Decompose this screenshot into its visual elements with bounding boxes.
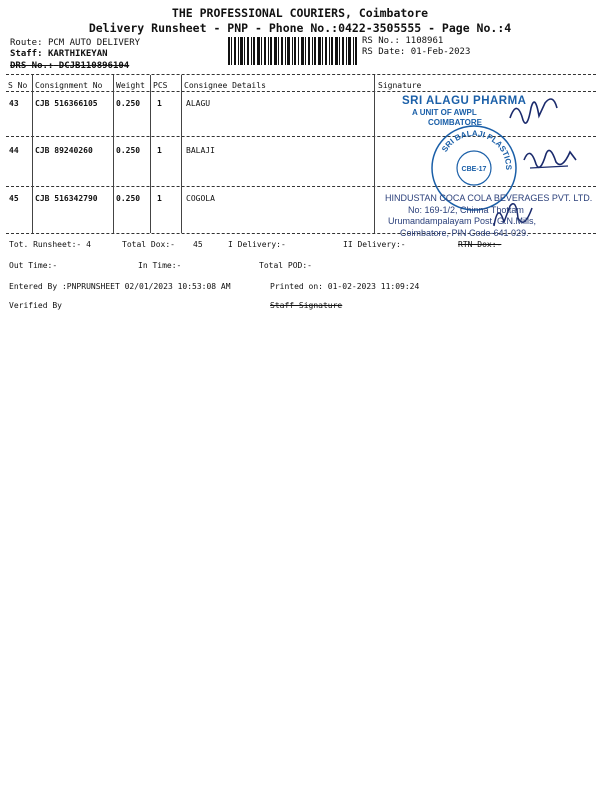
barcode bbox=[228, 37, 358, 65]
row-weight: 0.250 bbox=[116, 194, 141, 203]
rs-date-label: RS Date: bbox=[362, 47, 406, 57]
route-label: Route: bbox=[10, 38, 43, 48]
total-pod: Total POD:- bbox=[259, 261, 312, 270]
col-divider bbox=[32, 75, 33, 233]
row-sno: 43 bbox=[9, 99, 19, 108]
row-pcs: 1 bbox=[157, 194, 162, 203]
stamp-balaji-ring-text: SRI BALAJI PLASTICS bbox=[440, 128, 514, 171]
signature-row1 bbox=[505, 88, 565, 138]
col-divider bbox=[181, 75, 182, 233]
staff-row bbox=[10, 49, 108, 59]
staff-signature: Staff Signature bbox=[270, 301, 343, 310]
row-consignee: ALAGU bbox=[186, 99, 211, 108]
rs-no-row bbox=[362, 36, 443, 46]
header-consignee: Consignee Details bbox=[184, 81, 266, 90]
drs-value: DCJB110896104 bbox=[58, 61, 130, 71]
stamp-alagu-line2: A UNIT OF AWPL bbox=[412, 108, 477, 117]
route-row bbox=[10, 38, 140, 48]
col-divider bbox=[113, 75, 114, 233]
staff-label: Staff: bbox=[10, 49, 43, 59]
stamp-hindustan-line3: Urumandampalayam Post, G.N.Mills, bbox=[388, 216, 537, 226]
staff-value: KARTHIKEYAN bbox=[47, 49, 108, 59]
row-consignee: BALAJI bbox=[186, 146, 215, 155]
header-sno: S No bbox=[8, 81, 28, 90]
drs-row bbox=[10, 61, 129, 71]
row-pcs: 1 bbox=[157, 146, 162, 155]
row-weight: 0.250 bbox=[116, 146, 141, 155]
row-consignee: COGOLA bbox=[186, 194, 215, 203]
row-consignment: CJB 89240260 bbox=[35, 146, 93, 155]
document-subtitle: Delivery Runsheet - PNP - Phone No.:0422-3505555 - Page No.:4 bbox=[88, 21, 512, 35]
rs-date-row bbox=[362, 47, 470, 57]
header-pcs: PCS bbox=[153, 81, 168, 90]
i-delivery: I Delivery:- bbox=[228, 240, 286, 249]
table-top-rule bbox=[6, 74, 596, 75]
ii-delivery: II Delivery:- bbox=[343, 240, 406, 249]
row-consignment: CJB 516366105 bbox=[35, 99, 98, 108]
row-weight: 0.250 bbox=[116, 99, 141, 108]
header-consignment: Consignment No bbox=[35, 81, 103, 90]
total-dox-label: Total Dox:- bbox=[122, 240, 175, 249]
row-sno: 44 bbox=[9, 146, 19, 155]
rs-no-value: 1108961 bbox=[405, 36, 444, 46]
stamp-alagu-line3: COIMBATORE bbox=[428, 118, 482, 127]
stamp-hindustan-line1: HINDUSTAN COCA COLA BEVERAGES PVT. LTD. bbox=[385, 193, 593, 203]
rtn-dox: RTN Dox:- bbox=[458, 240, 502, 249]
entered-by: Entered By :PNPRUNSHEET 02/01/2023 10:53:08 AM bbox=[9, 282, 231, 291]
stamp-alagu-line1: SRI ALAGU PHARMA bbox=[402, 95, 527, 107]
header-signature: Signature bbox=[378, 81, 422, 90]
printed-on: Printed on: 01-02-2023 11:09:24 bbox=[270, 282, 420, 291]
row-consignment: CJB 516342790 bbox=[35, 194, 98, 203]
col-divider bbox=[150, 75, 151, 233]
signature-row2 bbox=[520, 140, 580, 180]
rs-date-value: 01-Feb-2023 bbox=[410, 47, 471, 57]
document-title: THE PROFESSIONAL COURIERS, Coimbatore bbox=[171, 6, 429, 20]
stamp-hindustan-line4: Coimbatore, PIN Code-641 029. bbox=[400, 228, 529, 238]
in-time: In Time:- bbox=[138, 261, 182, 270]
row-sno: 45 bbox=[9, 194, 19, 203]
rs-no-label: RS No.: bbox=[362, 36, 400, 46]
tot-runsheet: Tot. Runsheet:- 4 bbox=[9, 240, 91, 249]
svg-text:SRI BALAJI PLASTICS bbox=[440, 129, 513, 171]
col-divider bbox=[374, 75, 375, 233]
row-pcs: 1 bbox=[157, 99, 162, 108]
drs-label: DRS No.: bbox=[10, 61, 54, 71]
stamp-hindustan-line2: No: 169-1/2, Chinna Thottam bbox=[408, 205, 524, 215]
stamp-balaji-center: CBE-17 bbox=[461, 166, 487, 173]
verified-by: Verified By bbox=[9, 301, 62, 310]
header-weight: Weight bbox=[116, 81, 145, 90]
out-time: Out Time:- bbox=[9, 261, 58, 270]
route-value: PCM AUTO DELIVERY bbox=[47, 38, 141, 48]
total-dox-value: 45 bbox=[193, 240, 203, 249]
